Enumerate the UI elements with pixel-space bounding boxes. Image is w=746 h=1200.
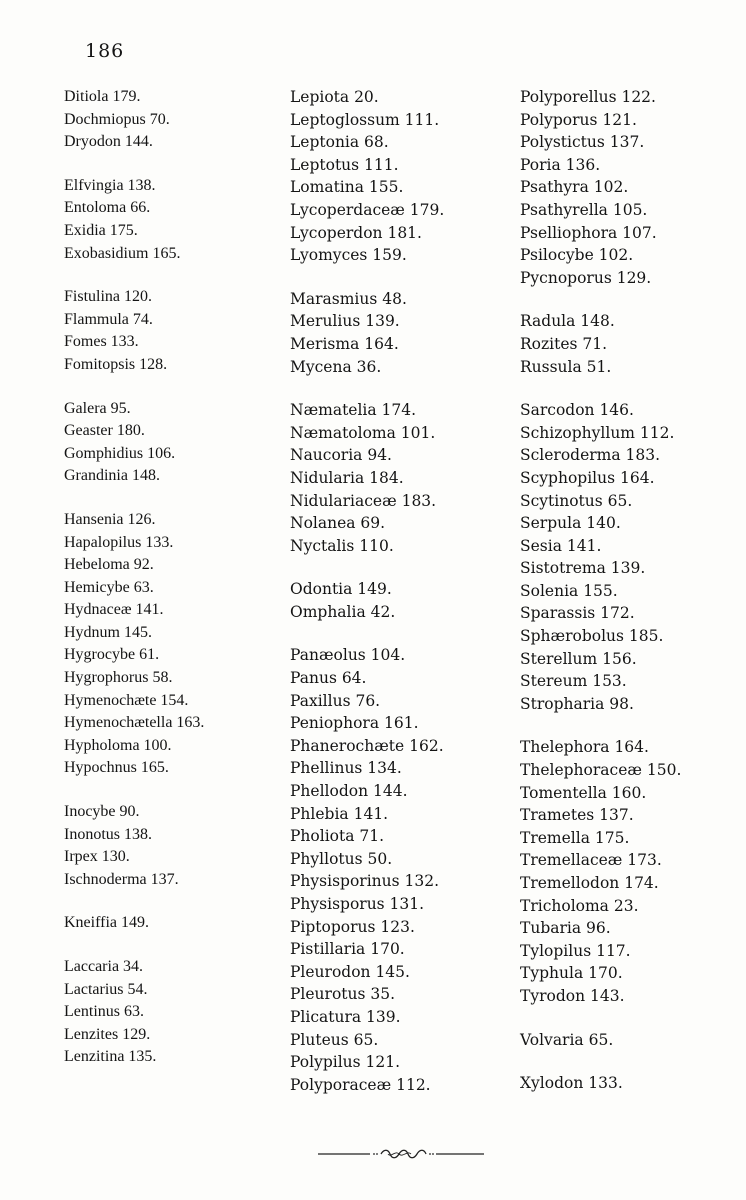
footer-ornament-icon [318, 1146, 484, 1162]
index-entry: Nidulariaceæ 183. [290, 491, 437, 510]
index-entry: Grandinia 148. [64, 467, 160, 485]
index-entry: Gomphidius 106. [64, 444, 176, 462]
index-entry: Lactarius 54. [64, 980, 148, 998]
index-entry: Polystictus 137. [520, 133, 645, 152]
index-entry: Merisma 164. [290, 334, 399, 353]
index-entry: Sarcodon 146. [520, 401, 634, 420]
index-entry: Ditiola 179. [64, 88, 141, 105]
index-group [64, 86, 294, 154]
index-group [520, 310, 746, 378]
index-entry: Næmatoloma 101. [290, 423, 436, 442]
index-entry: Nolanea 69. [290, 514, 386, 533]
index-entry: Typhula 170. [520, 964, 623, 983]
index-entry: Hygrophorus 58. [64, 669, 173, 687]
index-entry: Fistulina 120. [64, 288, 153, 306]
index-entry: Tylopilus 117. [520, 941, 631, 960]
index-entry: Geaster 180. [64, 422, 145, 440]
index-entry: Polyporaceæ 112. [290, 1075, 431, 1094]
index-entry: Elfvingia 138. [64, 176, 156, 194]
index-entry: Leptoglossum 111. [290, 110, 440, 129]
index-group [64, 175, 294, 265]
index-entry: Stereum 153. [520, 672, 627, 691]
index-entry: Exobasidium 165. [64, 244, 181, 262]
index-entry: Phyllotus 50. [290, 849, 393, 868]
index-entry: Polyporus 121. [520, 110, 637, 129]
index-entry: Psathyra 102. [520, 178, 629, 197]
index-entry: Pycnoporus 129. [520, 268, 652, 287]
index-entry: Galera 95. [64, 399, 131, 417]
index-entry: Scytinotus 65. [520, 491, 633, 510]
index-entry: Pistillaria 170. [290, 940, 405, 959]
index-entry: Polypilus 121. [290, 1053, 401, 1072]
index-entry: Hapalopilus 133. [64, 533, 174, 551]
index-entry: Physisporus 131. [290, 895, 425, 913]
index-group [64, 801, 294, 891]
index-group [290, 86, 520, 267]
index-entry: Nidularia 184. [290, 468, 404, 487]
index-entry: Lycoperdon 181. [290, 223, 422, 242]
index-entry: Phellinus 134. [290, 759, 402, 778]
index-entry: Phanerochæte 162. [290, 736, 444, 755]
index-entry: Leptotus 111. [290, 155, 399, 174]
index-entry: Hymenochæte 154. [64, 691, 189, 709]
index-entry: Fomitopsis 128. [64, 355, 168, 373]
index-entry: Psathyrella 105. [520, 200, 648, 219]
index-entry: Phellodon 144. [290, 782, 408, 801]
index-entry: Tremella 175. [520, 828, 630, 847]
index-group [520, 399, 746, 715]
index-group [64, 509, 294, 780]
index-column-2 [290, 86, 520, 1117]
index-entry: Stropharia 98. [520, 694, 634, 713]
index-group [520, 1072, 746, 1095]
index-entry: Tremellaceæ 173. [520, 851, 662, 870]
index-entry: Dochmiopus 70. [64, 110, 170, 128]
index-entry: Hydnaceæ 141. [64, 601, 164, 619]
index-entry: Scleroderma 183. [520, 446, 661, 465]
index-entry: Lentinus 63. [64, 1003, 144, 1021]
index-column-3 [520, 86, 746, 1116]
index-entry: Peniophora 161. [290, 714, 419, 733]
index-entry: Dryodon 144. [64, 133, 153, 151]
index-entry: Trametes 137. [520, 806, 634, 825]
index-entry: Naucoria 94. [290, 446, 392, 465]
index-entry: Tremellodon 174. [520, 874, 659, 892]
index-entry: Tyrodon 143. [520, 986, 625, 1005]
index-entry: Irpex 130. [64, 848, 130, 866]
index-group [520, 736, 746, 1007]
index-entry: Leptonia 68. [290, 133, 389, 152]
index-entry: Hymenochætella 163. [64, 714, 205, 732]
index-entry: Inocybe 90. [64, 803, 140, 821]
index-entry: Hydnum 145. [64, 623, 152, 641]
index-entry: Lomatina 155. [290, 178, 404, 197]
index-entry: Schizophyllum 112. [520, 423, 675, 442]
index-entry: Tomentella 160. [520, 783, 647, 802]
index-entry: Marasmius 48. [290, 289, 407, 308]
index-entry: Fomes 133. [64, 333, 139, 351]
index-entry: Sesia 141. [520, 536, 602, 555]
index-entry: Serpula 140. [520, 514, 621, 533]
index-entry: Kneiffia 149. [64, 914, 150, 932]
index-entry: Hypholoma 100. [64, 736, 172, 754]
index-entry: Radula 148. [520, 312, 615, 331]
index-entry: Mycena 36. [290, 357, 382, 376]
index-entry: Pselliophora 107. [520, 223, 657, 242]
index-entry: Pleurodon 145. [290, 962, 410, 981]
index-group [64, 286, 294, 376]
index-entry: Entoloma 66. [64, 199, 151, 217]
index-entry: Thelephora 164. [520, 738, 649, 757]
index-entry: Psilocybe 102. [520, 246, 634, 265]
index-column-1 [64, 86, 294, 1090]
index-entry: Xylodon 133. [520, 1074, 623, 1093]
index-entry: Poria 136. [520, 155, 601, 174]
index-entry: Lycoperdaceæ 179. [290, 200, 445, 219]
index-group [520, 1029, 746, 1052]
index-entry: Lenzitina 135. [64, 1048, 157, 1066]
index-entry: Ischnoderma 137. [64, 870, 179, 888]
index-entry: Panus 64. [290, 669, 367, 688]
index-entry: Sistotrema 139. [520, 559, 646, 578]
index-entry: Tricholoma 23. [520, 896, 639, 915]
index-entry: Lyomyces 159. [290, 246, 407, 265]
index-entry: Scyphopilus 164. [520, 468, 655, 487]
page-number: 186 [85, 40, 125, 62]
index-entry: Næmatelia 174. [290, 401, 417, 420]
index-entry: Pluteus 65. [290, 1030, 379, 1049]
index-entry: Hypochnus 165. [64, 759, 169, 777]
index-entry: Rozites 71. [520, 334, 608, 353]
index-entry: Paxillus 76. [290, 691, 381, 710]
index-group [64, 398, 294, 488]
index-entry: Lepiota 20. [290, 88, 379, 106]
index-entry: Laccaria 34. [64, 958, 144, 975]
index-entry: Phlebia 141. [290, 804, 389, 823]
index-entry: Pleurotus 35. [290, 985, 396, 1004]
index-entry: Omphalia 42. [290, 602, 396, 621]
index-entry: Plicatura 139. [290, 1007, 401, 1026]
index-group [64, 912, 294, 935]
index-entry: Volvaria 65. [520, 1030, 614, 1049]
index-entry: Physisporinus 132. [290, 872, 440, 891]
index-entry: Thelephoraceæ 150. [520, 761, 682, 780]
index-entry: Russula 51. [520, 357, 612, 376]
index-entry: Sterellum 156. [520, 649, 637, 668]
index-entry: Nyctalis 110. [290, 536, 394, 555]
index-group [520, 86, 746, 289]
index-entry: Hansenia 126. [64, 510, 156, 528]
index-entry: Hebeloma 92. [64, 556, 154, 574]
index-entry: Sparassis 172. [520, 604, 635, 623]
index-entry: Inonotus 138. [64, 825, 152, 843]
index-entry: Sphærobolus 185. [520, 627, 664, 646]
index-group [290, 288, 520, 378]
index-entry: Lenzites 129. [64, 1025, 151, 1043]
index-group [64, 956, 294, 1069]
index-entry: Flammula 74. [64, 310, 153, 328]
index-entry: Solenia 155. [520, 581, 618, 600]
index-entry: Panæolus 104. [290, 646, 406, 665]
index-entry: Exidia 175. [64, 221, 138, 239]
index-group [290, 578, 520, 623]
index-entry: Pholiota 71. [290, 827, 385, 846]
index-entry: Hemicybe 63. [64, 578, 154, 596]
index-group [290, 644, 520, 1096]
index-entry: Piptoporus 123. [290, 917, 415, 936]
index-entry: Hygrocybe 61. [64, 646, 160, 664]
index-group [290, 399, 520, 557]
index-entry: Polyporellus 122. [520, 88, 656, 106]
index-entry: Odontia 149. [290, 580, 392, 599]
index-entry: Tubaria 96. [520, 919, 611, 938]
index-entry: Merulius 139. [290, 312, 400, 331]
